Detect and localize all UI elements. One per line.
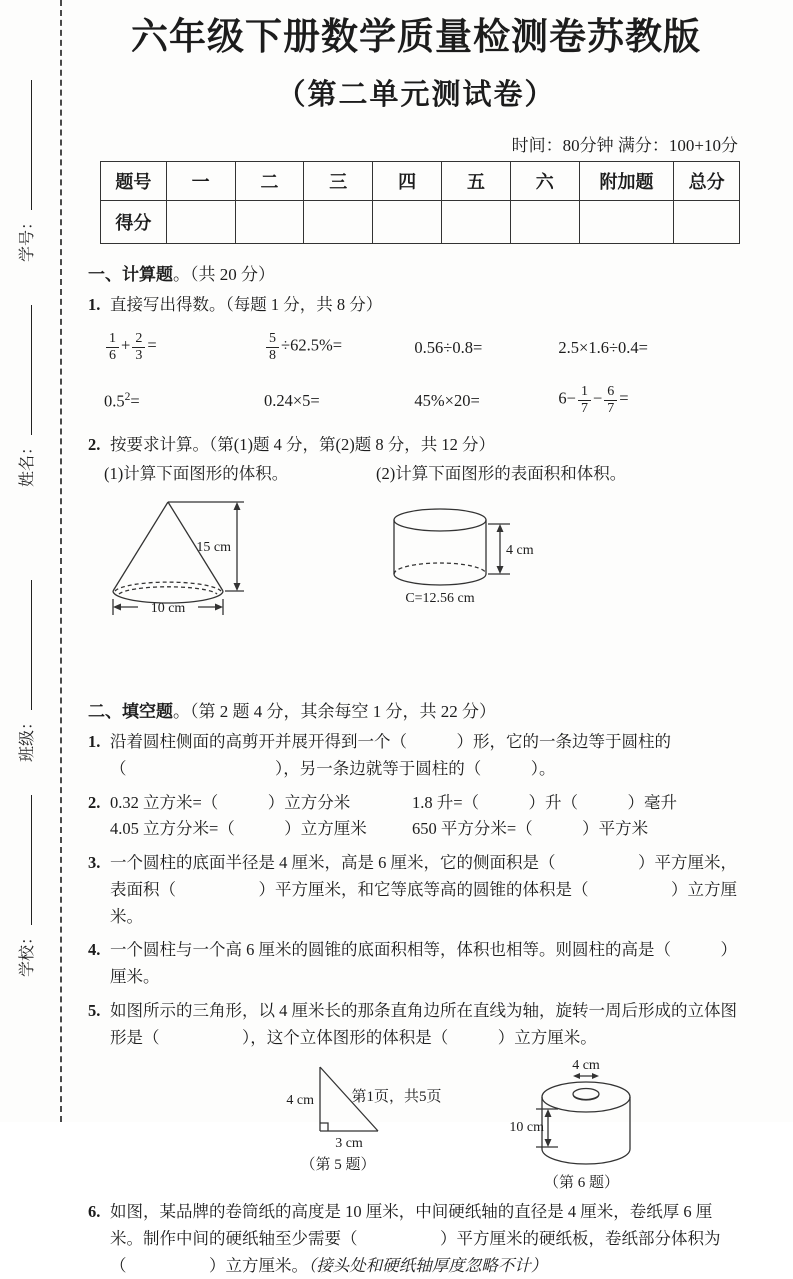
page-subtitle: （第二单元测试卷） <box>276 79 556 112</box>
expression: $\frac{1}{6}$ + $\frac{2}{3}$ = <box>104 331 264 364</box>
subpart-2-label: (2)计算下面图形的表面积和体积。 <box>376 464 627 484</box>
expression: $0.5^2=$ <box>104 390 140 411</box>
sidebar-field-student-id <box>14 80 37 262</box>
roll-height-label: 10 cm <box>509 1120 544 1136</box>
page-title: 六年级下册数学质量检测卷苏教版 <box>131 17 701 58</box>
problem-1-fill <box>88 729 744 782</box>
sidebar-label-class: 班级： <box>19 713 36 762</box>
sidebar-field-name <box>14 305 37 487</box>
section1-heading <box>88 260 744 285</box>
expression: 45%×20= <box>414 390 480 410</box>
section2-heading-title: 二、填空题 <box>88 702 173 722</box>
calc-expressions-row-1 <box>104 331 744 364</box>
cone-base-label: 10 cm <box>150 601 186 617</box>
score-cell <box>510 201 579 244</box>
problem-4-fill <box>88 937 744 990</box>
page-footer: 第1页，共5页 <box>351 1089 442 1105</box>
score-cell <box>579 201 674 244</box>
section2-heading <box>88 697 744 722</box>
fill-figures-row <box>88 1059 744 1192</box>
section1-heading-title: 一、计算题 <box>88 265 173 285</box>
name-blank-line <box>17 305 32 435</box>
triangle-vertical-label: 4 cm <box>286 1093 314 1109</box>
paper-roll-figure-wrapper <box>504 1059 659 1192</box>
sidebar-field-class <box>14 580 37 762</box>
conversion-item: 4.05 立方分米=（ ）立方厘米 <box>110 819 367 839</box>
expression: $\frac{5}{8}$ ÷62.5%= <box>264 331 414 364</box>
problem-5-fill <box>88 998 744 1051</box>
cylinder-height-label: 4 cm <box>506 543 534 559</box>
answer-workspace <box>88 621 744 681</box>
problem-number: 4. <box>88 940 101 960</box>
paper-roll-figure <box>504 1059 659 1169</box>
score-cell <box>166 201 235 244</box>
cylinder-figure-wrapper <box>378 502 548 621</box>
problem-number: 6. <box>88 1202 101 1222</box>
expression: 0.24×5= <box>264 390 320 410</box>
problem-number: 1. <box>88 732 101 752</box>
conversion-item: 1.8 升=（ ）升（ ）毫升 <box>412 792 678 812</box>
problem-number: 5. <box>88 1000 101 1020</box>
problem-6-text: 如图，某品牌的卷筒纸的高度是 10 厘米，中间硬纸轴的直径是 4 厘米，卷纸厚 6 厘米。制作中间的硬纸轴至少需要（ ）平方厘米的硬纸板，卷纸部分体积为（ ）立方厘米。 <box>110 1202 721 1275</box>
expression: 0.56÷0.8= <box>414 337 483 357</box>
class-blank-line <box>17 580 32 710</box>
calc-expressions-row-2 <box>104 384 744 417</box>
score-row-label: 得分 <box>101 201 167 244</box>
figure-caption: （第 5 题） <box>300 1157 376 1174</box>
header-cell-total: 总分 <box>674 162 740 201</box>
score-cell <box>304 201 373 244</box>
problem-number: 2. <box>88 792 101 812</box>
problem-6-fill <box>88 1199 744 1279</box>
exam-info-line: 时间：80分钟 满分：100+10分 <box>511 136 738 156</box>
subpart-1-label: (1)计算下面图形的体积。 <box>104 464 289 484</box>
problem-number: 1. <box>88 295 101 315</box>
figure-caption: （第 6 题） <box>543 1175 619 1192</box>
problem-text: 沿着圆柱侧面的高剪开并展开得到一个（ ）形，它的一条边等于圆柱的（ ），另一条边就等于圆柱的（ ）。 <box>110 732 671 779</box>
header-cell-1: 一 <box>166 162 235 201</box>
section2-heading-points: 。（第 2 题 4 分，其余每空 1 分，共 22 分） <box>173 702 496 722</box>
header-cell-5: 五 <box>442 162 511 201</box>
header-cell-2: 二 <box>235 162 304 201</box>
problem-text: 如图所示的三角形，以 4 厘米长的那条直角边所在直线为轴，旋转一周后形成的立体图形是（ ），这个立体图形的体积是（ ）立方厘米。 <box>110 1000 737 1047</box>
score-table-score-row <box>101 201 740 244</box>
expression: 2.5×1.6÷0.4= <box>558 337 648 357</box>
roll-diameter-label: 4 cm <box>572 1058 600 1074</box>
conversion-row-2 <box>110 816 744 843</box>
score-cell <box>442 201 511 244</box>
problem-6-note: （接头处和硬纸轴厚度忽略不计） <box>308 1255 548 1275</box>
sidebar-label-name: 姓名： <box>19 438 36 487</box>
cone-height-label: 15 cm <box>196 540 231 556</box>
cylinder-circumference-label: C=12.56 cm <box>405 591 475 607</box>
school-blank-line <box>17 795 32 925</box>
score-cell <box>235 201 304 244</box>
expression: 6− $\frac{1}{7}$ − $\frac{6}{7}$ = <box>558 384 629 417</box>
problem-2-calc <box>88 432 744 459</box>
problem-1-calc <box>88 292 744 319</box>
cone-figure <box>96 496 286 621</box>
sidebar-field-school <box>14 795 37 977</box>
score-cell <box>674 201 740 244</box>
header-cell-3: 三 <box>304 162 373 201</box>
header-cell-extra: 附加题 <box>579 162 674 201</box>
problem-2-subparts <box>104 460 744 484</box>
problem-text <box>110 790 744 843</box>
student-id-blank-line <box>17 80 32 210</box>
score-table-header-row <box>101 162 740 201</box>
header-cell-6: 六 <box>510 162 579 201</box>
problem-text <box>110 1199 744 1279</box>
conversion-item: 0.32 立方米=（ ）立方分米 <box>110 792 351 812</box>
sidebar-label-student-id: 学号： <box>19 213 36 262</box>
conversion-item: 650 平方分米=（ ）平方米 <box>412 819 649 839</box>
header-cell-4: 四 <box>373 162 442 201</box>
sidebar-label-school: 学校： <box>19 928 36 977</box>
header-cell-question-no: 题号 <box>101 162 167 201</box>
calc-figures-row <box>96 496 744 621</box>
problem-text: 一个圆柱与一个高 6 厘米的圆锥的底面积相等，体积也相等。则圆柱的高是（ ）厘米。 <box>110 940 737 987</box>
problem-text: 直接写出得数。（每题 1 分，共 8 分） <box>110 295 383 315</box>
conversion-row-1 <box>110 790 744 817</box>
dashed-separator <box>60 0 62 1122</box>
problem-3-fill <box>88 850 744 930</box>
score-cell <box>373 201 442 244</box>
problem-text: 一个圆柱的底面半径是 4 厘米，高是 6 厘米，它的侧面积是（ ）平方厘米，表面积（ ）平方厘米，和它等底等高的圆锥的体积是（ ）立方厘米。 <box>110 853 737 926</box>
triangle-horizontal-label: 3 cm <box>335 1136 363 1152</box>
section1-heading-points: 。（共 20 分） <box>173 265 275 285</box>
cylinder-figure <box>378 502 548 610</box>
problem-number: 2. <box>88 434 101 454</box>
triangle-figure-wrapper <box>278 1059 398 1192</box>
problem-2-fill <box>88 790 744 843</box>
score-table <box>100 161 740 244</box>
problem-number: 3. <box>88 853 101 873</box>
problem-text: 按要求计算。（第(1)题 4 分，第(2)题 8 分，共 12 分） <box>110 434 495 454</box>
